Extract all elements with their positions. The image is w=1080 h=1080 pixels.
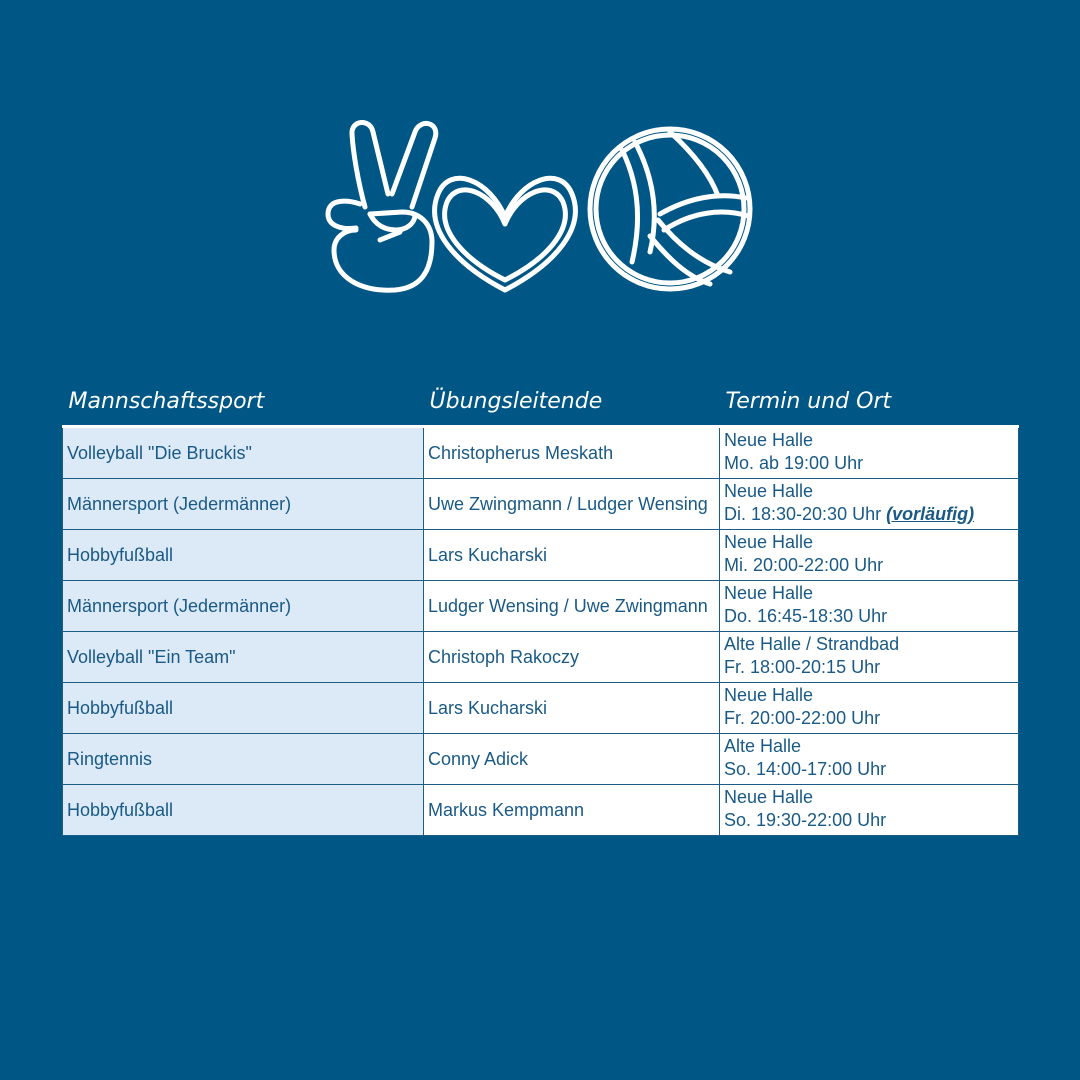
table-row — [63, 683, 1019, 734]
table-row — [63, 632, 1019, 683]
time-line — [724, 452, 1014, 475]
table-header-row — [63, 377, 1019, 427]
sport-cell: Ringtennis — [63, 734, 424, 785]
sport-cell: Hobbyfußball — [63, 683, 424, 734]
leader-cell: Christoph Rakoczy — [424, 632, 720, 683]
schedule-table — [62, 377, 1019, 836]
time-line — [724, 707, 1014, 730]
leader-cell: Ludger Wensing / Uwe Zwingmann — [424, 581, 720, 632]
table-row — [63, 530, 1019, 581]
time-text: So. 19:30-22:00 Uhr — [724, 810, 887, 830]
table-row — [63, 734, 1019, 785]
schedule-cell — [720, 785, 1019, 836]
time-text: So. 14:00-17:00 Uhr — [724, 759, 887, 779]
schedule-cell — [720, 427, 1019, 479]
schedule-cell — [720, 683, 1019, 734]
schedule-cell — [720, 479, 1019, 530]
time-text: Mo. ab 19:00 Uhr — [724, 453, 864, 473]
time-text: Fr. 20:00-22:00 Uhr — [724, 708, 881, 728]
leader-cell: Uwe Zwingmann / Ludger Wensing — [424, 479, 720, 530]
column-header-leader: Übungsleitende — [424, 377, 720, 427]
sport-cell: Hobbyfußball — [63, 785, 424, 836]
time-text: Do. 16:45-18:30 Uhr — [724, 606, 888, 626]
location-text: Neue Halle — [724, 787, 814, 807]
heart-icon — [435, 178, 576, 290]
location-text: Neue Halle — [724, 583, 814, 603]
time-text: Mi. 20:00-22:00 Uhr — [724, 555, 884, 575]
time-text: Fr. 18:00-20:15 Uhr — [724, 657, 881, 677]
location-text: Alte Halle / Strandbad — [724, 634, 900, 654]
column-header-sport: Mannschaftssport — [63, 377, 424, 427]
sport-cell: Männersport (Jedermänner) — [63, 479, 424, 530]
schedule-cell — [720, 632, 1019, 683]
leader-cell: Christopherus Meskath — [424, 427, 720, 479]
table-row — [63, 479, 1019, 530]
volleyball-icon — [590, 129, 750, 289]
time-line — [724, 554, 1014, 577]
time-text: Di. 18:30-20:30 Uhr — [724, 504, 882, 524]
location-text: Neue Halle — [724, 481, 814, 501]
location-text: Neue Halle — [724, 532, 814, 552]
table-row — [63, 785, 1019, 836]
sport-cell: Hobbyfußball — [63, 530, 424, 581]
table-row — [63, 581, 1019, 632]
leader-cell: Lars Kucharski — [424, 530, 720, 581]
leader-cell: Markus Kempmann — [424, 785, 720, 836]
column-header-schedule: Termin und Ort — [720, 377, 1019, 427]
schedule-cell — [720, 581, 1019, 632]
leader-cell: Conny Adick — [424, 734, 720, 785]
schedule-cell — [720, 734, 1019, 785]
location-text: Neue Halle — [724, 685, 814, 705]
location-text: Neue Halle — [724, 430, 814, 450]
time-line — [724, 809, 1014, 832]
time-line — [724, 605, 1014, 628]
sport-cell: Volleyball "Ein Team" — [63, 632, 424, 683]
time-line — [724, 758, 1014, 781]
location-text: Alte Halle — [724, 736, 802, 756]
time-line — [724, 656, 1014, 679]
provisional-note-link[interactable]: (vorläufig) — [886, 504, 975, 524]
time-line — [724, 503, 1014, 526]
schedule-cell — [720, 530, 1019, 581]
sport-cell: Männersport (Jedermänner) — [63, 581, 424, 632]
hero-illustration — [320, 112, 760, 302]
leader-cell: Lars Kucharski — [424, 683, 720, 734]
table-row — [63, 427, 1019, 479]
sport-cell: Volleyball "Die Bruckis" — [63, 427, 424, 479]
peace-hand-icon — [328, 122, 436, 290]
